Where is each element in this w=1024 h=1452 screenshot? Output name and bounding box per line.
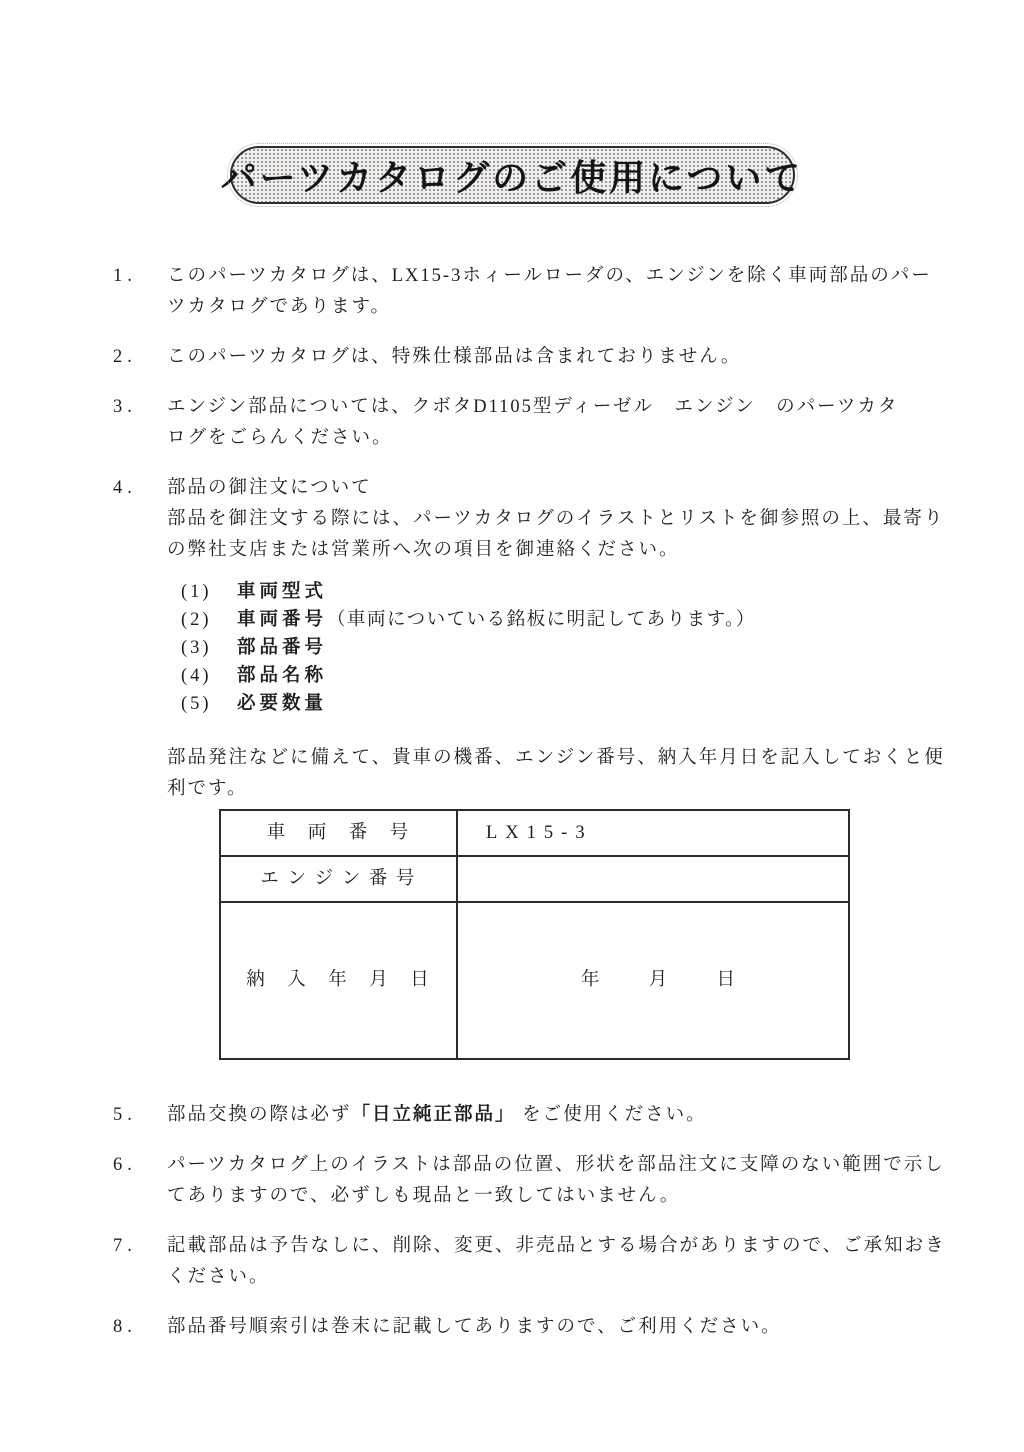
item-number: 2. — [113, 347, 137, 367]
table-label: 車 両 番 号 — [220, 810, 457, 856]
text-line: 部品の御注文について — [167, 478, 372, 498]
order-item-3 — [181, 634, 945, 662]
item-body — [167, 1150, 945, 1212]
order-item-label: 部品名称 — [237, 666, 328, 686]
text-line: てありますので、必ずしも現品と一致してはいません。 — [167, 1186, 681, 1206]
item-body — [167, 342, 741, 373]
emphasized-text: 「日立純正部品」 — [351, 1105, 516, 1125]
text-line: このパーツカタログは、特殊仕様部品は含まれておりません。 — [167, 347, 742, 367]
order-item-number: (5) — [181, 694, 212, 714]
order-item-5 — [181, 690, 945, 718]
month-label: 月 — [648, 970, 676, 990]
vehicle-info-table — [219, 809, 850, 1060]
list-item-5 — [0, 1100, 1024, 1131]
text-segment: をご使用ください。 — [515, 1105, 707, 1125]
order-item-label: 部品番号 — [237, 638, 328, 658]
list-item-7 — [0, 1231, 1024, 1293]
table-value-vehicle-number: LX15-3 — [457, 810, 849, 856]
text-line: 利です。 — [167, 779, 248, 799]
text-line: 記載部品は予告なしに、削除、変更、非売品とする場合がありますので、ご承知おき — [167, 1236, 946, 1256]
item-number: 1. — [113, 266, 137, 286]
item-body — [167, 1100, 707, 1131]
text-line — [167, 1100, 707, 1131]
date-fields — [486, 965, 848, 996]
table-row-vehicle-number — [220, 810, 849, 856]
item-number: 6. — [113, 1155, 137, 1175]
table-row-engine-number — [220, 856, 849, 902]
text-segment: 部品交換の際は必ず — [167, 1105, 352, 1125]
order-item-label: 車両型式 — [237, 582, 328, 602]
list-item-4 — [0, 473, 1024, 1060]
order-item-number: (1) — [181, 582, 212, 602]
list-item-2 — [0, 342, 1024, 373]
item-body — [167, 1231, 946, 1293]
page-title: パーツカタログのご使用について — [220, 156, 804, 198]
list-item-8 — [0, 1312, 1024, 1343]
year-label: 年 — [581, 970, 608, 990]
table-label: エ ン ジ ン 番 号 — [220, 856, 457, 902]
text-line: エンジン部品については、クボタD1105型ディーゼル エンジン のパーツカタ — [167, 397, 899, 417]
text-line: 部品を御注文する際には、パーツカタログのイラストとリストを御参照の上、最寄り — [167, 509, 945, 529]
order-item-2 — [181, 606, 945, 634]
text-line: 部品発注などに備えて、貴車の機番、エンジン番号、納入年月日を記入しておくと便 — [167, 748, 945, 768]
text-line: の弊社支店または営業所へ次の項目を御連絡ください。 — [167, 540, 680, 560]
order-item-note: （車両についている銘板に明記してあります。） — [327, 610, 756, 630]
item-number: 4. — [113, 478, 137, 498]
order-item-number: (4) — [181, 666, 212, 686]
item-body — [167, 261, 932, 323]
text-line: 部品番号順索引は巻末に記載してありますので、ご利用ください。 — [167, 1317, 782, 1337]
item-body — [167, 473, 945, 1060]
item-body — [167, 392, 898, 454]
instruction-list — [0, 261, 1024, 1343]
memo-paragraph — [167, 743, 945, 805]
item-number: 5. — [113, 1105, 137, 1125]
item-number: 3. — [113, 397, 137, 417]
list-item-1 — [0, 261, 1024, 323]
order-item-number: (2) — [181, 610, 212, 630]
title-banner — [220, 146, 804, 204]
table-value-delivery-date — [457, 902, 849, 1059]
text-line: パーツカタログ上のイラストは部品の位置、形状を部品注文に支障のない範囲で示し — [167, 1155, 945, 1175]
text-line: ログをごらんください。 — [167, 428, 393, 448]
order-item-1 — [181, 578, 945, 606]
table-value-engine-number — [457, 856, 849, 902]
text-line: ください。 — [167, 1267, 270, 1287]
list-item-6 — [0, 1150, 1024, 1212]
order-item-label: 必要数量 — [237, 694, 328, 714]
order-item-4 — [181, 662, 945, 690]
order-item-number: (3) — [181, 638, 212, 658]
table-label: 納 入 年 月 日 — [220, 902, 457, 1059]
table-row-delivery-date — [220, 902, 849, 1059]
item-body — [167, 1312, 782, 1343]
text-line: このパーツカタログは、LX15-3ホィールローダの、エンジンを除く車両部品のパー — [167, 266, 932, 286]
item-number: 7. — [113, 1236, 137, 1256]
order-item-label: 車両番号 — [237, 610, 328, 630]
text-line: ツカタログであります。 — [167, 297, 392, 317]
order-info-list — [181, 578, 945, 718]
item-number: 8. — [113, 1317, 137, 1337]
day-label: 日 — [716, 970, 743, 990]
list-item-3 — [0, 392, 1024, 454]
